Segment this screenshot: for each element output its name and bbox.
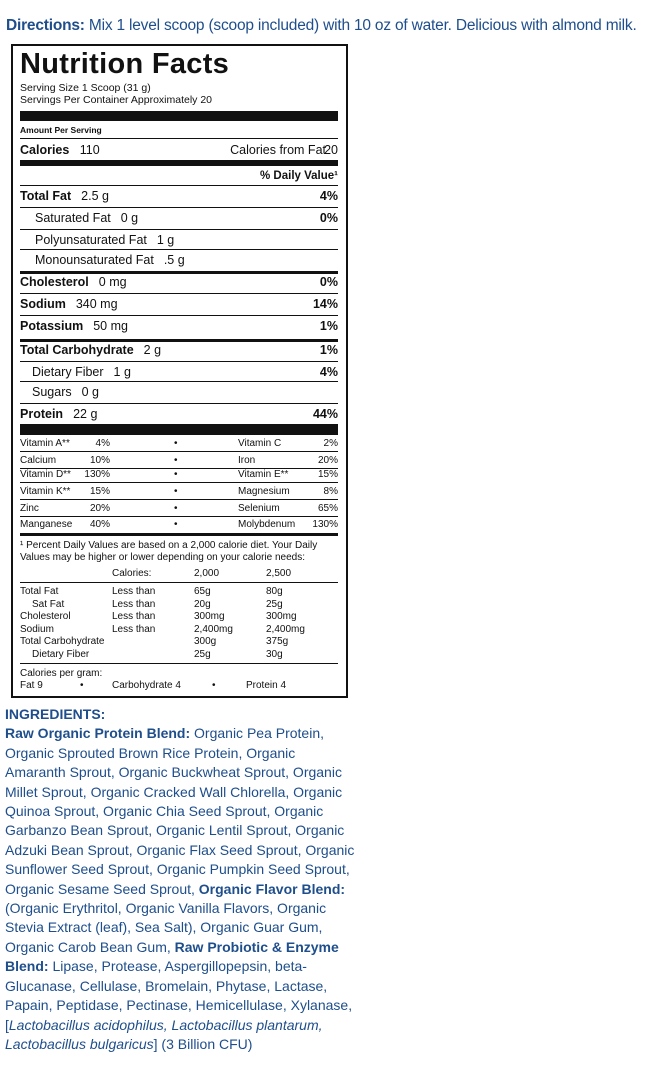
dv-limit: Less than [112, 586, 156, 597]
vitamin-row [20, 486, 338, 498]
nutrient-row [20, 252, 338, 268]
vitamin-value: 65% [317, 503, 338, 514]
dv-calories-label: Calories: [112, 568, 152, 579]
vitamin-value: 40% [89, 519, 110, 530]
vitamin-name: Zinc [20, 503, 39, 514]
dv-2500-value: 25g [266, 598, 283, 610]
vitamin-name: Vitamin A** [20, 438, 70, 449]
divider [20, 293, 338, 294]
vitamin-value: 15% [89, 486, 110, 497]
dv-limit: Less than [112, 623, 156, 635]
dv-nutrient: Sodium [20, 623, 54, 635]
dv-nutrient: Dietary Fiber [32, 649, 90, 660]
vitamin-name: Vitamin K** [20, 486, 71, 497]
nutrient-label: Total Fat [20, 189, 72, 203]
vitamin-value: 15% [317, 469, 338, 480]
vitamin-name: Selenium [238, 503, 280, 514]
divider [20, 516, 338, 517]
divider [20, 249, 338, 250]
vitamin-value: 20% [89, 503, 110, 514]
vitamin-value: 130% [84, 469, 110, 480]
nutrient-row [20, 274, 338, 290]
nutrient-label: Cholesterol [20, 275, 89, 289]
nutrient-row [20, 364, 338, 380]
nutrient-amount: 1 g [156, 233, 175, 247]
nutrient-daily-value: 0% [319, 211, 338, 225]
dv-2500-value: 30g [266, 649, 283, 660]
divider [20, 185, 338, 186]
dv-2500-value: 300mg [266, 611, 297, 623]
nutrient-amount: 2.5 g [81, 189, 109, 203]
nutrient-label: Total Carbohydrate [20, 343, 134, 357]
amount-per-serving: Amount Per Serving [20, 125, 102, 135]
bullet: • [80, 680, 84, 691]
dv-nutrient: Total Carbohydrate [20, 636, 105, 648]
dv-2500-value: 80g [266, 586, 283, 597]
bullet: • [174, 469, 178, 480]
divider [20, 582, 338, 583]
ingredients-block [5, 705, 355, 1054]
dv-table-row [20, 599, 338, 611]
nutrient-daily-value: 14% [312, 297, 338, 311]
nutrient-daily-value: 1% [319, 319, 338, 333]
calories-from-fat-value: 20 [324, 143, 338, 157]
nutrient-label: Dietary Fiber [32, 365, 104, 379]
dv-2000-value: 25g [194, 649, 211, 660]
calories-value: 110 [79, 143, 100, 157]
nutrient-label: Monounsaturated Fat [35, 253, 154, 267]
nutrient-amount: 0 g [120, 211, 139, 225]
dv-table-row [20, 611, 338, 623]
flavor-blend-label: Organic Flavor Blend: [198, 880, 346, 897]
dv-2000-value: 300mg [194, 611, 225, 623]
nutrient-row [20, 318, 338, 334]
dv-table-header [20, 568, 338, 580]
dv-col-2000: 2,000 [194, 568, 220, 579]
protein-blend-text: Organic Pea Protein, Organic Sprouted Brown Rice Protein, Organic Amaranth Sprout, Organic Buckwheat Sprout, Organic Millet Sprout, Organic Cracked Wall Chlorella, Organic Quinoa Sprout, Organic Chia Seed Sprout, Organic Garbanzo Bean Sprout, Organic Lentil Sprout, Organic Adzuki Bean Sprout, Organic Flax Seed Sprout, Organic Sunflower Seed Sprout, Organic Pumpkin Seed Sprout, Organic Sesame Seed Sprout, [5, 725, 355, 897]
flavor-blend-text: (Organic Erythritol, Organic Vanilla Flavors, Organic Stevia Extract (leaf), Sea Salt), Organic Guar Gum, Organic Carob Bean Gum, [5, 900, 327, 955]
dv-col-2500: 2,500 [266, 568, 292, 579]
nutrition-facts-title: Nutrition Facts [20, 48, 230, 80]
ingredients-body [5, 724, 355, 1054]
nutrient-label: Sugars [32, 385, 72, 399]
dv-2000-value: 65g [194, 586, 211, 597]
vitamin-value: 8% [323, 486, 338, 497]
bullet: • [174, 519, 178, 530]
divider [20, 499, 338, 500]
directions-label: Directions: [6, 17, 85, 34]
vitamin-name: Manganese [20, 519, 73, 530]
divider [20, 361, 338, 362]
vitamin-value: 130% [312, 519, 338, 530]
bullet: • [174, 503, 178, 514]
vitamin-name: Iron [238, 455, 256, 466]
bullet: • [212, 680, 216, 691]
nutrient-label: Saturated Fat [35, 211, 111, 225]
vitamin-name: Magnesium [238, 486, 290, 497]
vitamin-name: Calcium [20, 455, 57, 466]
ingredients-heading: INGREDIENTS: [5, 706, 106, 722]
bullet: • [174, 438, 178, 449]
divider [20, 315, 338, 316]
medium-divider [20, 160, 338, 166]
protein-blend-label: Raw Organic Protein Blend: [5, 725, 191, 742]
probiotic-blend-text: Lipase, Protease, Aspergillopepsin, beta-Glucanase, Cellulase, Bromelain, Phytase, Lactase, Papain, Peptidase, Pectinase, Hemicellulase, Xylanase, [ [5, 958, 353, 1033]
nutrient-amount: 2 g [143, 343, 162, 357]
divider [20, 381, 338, 382]
vitamin-row [20, 455, 338, 467]
dv-2000-value: 300g [194, 636, 217, 648]
nutrient-label: Protein [20, 407, 64, 421]
nutrient-row [20, 188, 338, 204]
bullet: • [174, 486, 178, 497]
dv-table-row [20, 649, 338, 661]
daily-value-header: % Daily Value¹ [260, 170, 338, 182]
directions-body: Mix 1 level scoop (scoop included) with 10 oz of water. Delicious with almond milk. [84, 17, 637, 34]
vitamin-value: 10% [89, 455, 110, 466]
vitamin-name: Vitamin E** [238, 469, 289, 480]
nutrient-row [20, 384, 338, 400]
divider [20, 138, 338, 139]
nutrient-row [20, 406, 338, 422]
nutrient-row [20, 342, 338, 358]
vitamin-row [20, 503, 338, 515]
dv-2500-value: 375g [266, 636, 289, 648]
dv-nutrient: Cholesterol [20, 611, 71, 623]
serving-size: Serving Size 1 Scoop (31 g) [20, 82, 151, 94]
nutrient-amount: 0 g [81, 385, 99, 399]
servings-per-container: Servings Per Container Approximately 20 [20, 94, 213, 106]
nutrient-daily-value: 0% [319, 275, 338, 289]
dv-table-row [20, 636, 338, 648]
dv-limit: Less than [112, 611, 156, 623]
vitamin-name: Molybdenum [238, 519, 296, 530]
cpg-fat: Fat 9 [20, 680, 43, 691]
divider [20, 229, 338, 230]
nutrient-daily-value: 1% [319, 343, 338, 357]
probiotic-blend-label: Raw Probiotic & Enzyme Blend: [5, 938, 339, 975]
nutrient-amount: 50 mg [93, 319, 128, 333]
cpg-carbohydrate: Carbohydrate 4 [112, 680, 181, 691]
divider [20, 663, 338, 664]
nutrient-label: Potassium [20, 319, 84, 333]
calories-per-gram-label: Calories per gram: [20, 668, 103, 679]
dv-2000-value: 20g [194, 598, 211, 610]
vitamin-row [20, 469, 338, 481]
dv-nutrient: Total Fat [20, 586, 59, 597]
dv-table-row [20, 586, 338, 598]
calories-label: Calories [20, 143, 70, 157]
vitamin-name: Vitamin D** [20, 469, 71, 480]
nutrient-amount: .5 g [163, 253, 185, 267]
vitamin-value: 4% [95, 438, 110, 449]
calories-from-fat-label: Calories from Fat [230, 143, 326, 157]
nutrient-row [20, 296, 338, 312]
vitamin-row [20, 519, 338, 531]
footnote: ¹ Percent Daily Values are based on a 2,000 calorie diet. Your Daily Values may be higher or lower depending on your calorie needs: [20, 540, 318, 563]
nutrient-daily-value: 44% [312, 407, 338, 421]
cpg-protein: Protein 4 [246, 680, 287, 691]
divider [20, 451, 338, 452]
thick-divider [20, 424, 338, 435]
dv-2000-value: 2,400mg [194, 623, 233, 635]
nutrient-row [20, 232, 338, 248]
thick-divider [20, 111, 338, 121]
nutrient-amount: 1 g [113, 365, 131, 379]
dv-table-row [20, 624, 338, 636]
calories-per-gram-row [20, 680, 338, 692]
calories-row [20, 142, 338, 158]
nutrient-amount: 340 mg [75, 297, 118, 311]
dv-2500-value: 2,400mg [266, 623, 305, 635]
divider [20, 482, 338, 483]
probiotic-cfu: ] (3 Billion CFU) [153, 1035, 253, 1052]
dv-header-row [20, 168, 338, 184]
bullet: • [174, 455, 178, 466]
vitamin-name: Vitamin C [238, 438, 282, 449]
nutrient-amount: 0 mg [98, 275, 127, 289]
vitamin-value: 2% [323, 438, 338, 449]
nutrient-amount: 22 g [73, 407, 98, 421]
nutrient-daily-value: 4% [319, 189, 338, 203]
nutrient-label: Sodium [20, 297, 66, 311]
vitamin-value: 20% [317, 455, 338, 466]
nutrition-facts-panel [11, 44, 348, 698]
dv-limit: Less than [112, 598, 156, 610]
nutrient-daily-value: 4% [319, 365, 338, 379]
probiotic-strains: Lactobacillus acidophilus, Lactobacillus plantarum, Lactobacillus bulgaricus [5, 1016, 323, 1052]
divider [20, 207, 338, 208]
dv-nutrient: Sat Fat [32, 598, 65, 610]
vitamin-row [20, 438, 338, 450]
nutrient-row [20, 210, 338, 226]
directions-text [6, 17, 645, 35]
nutrient-label: Polyunsaturated Fat [35, 233, 147, 247]
divider [20, 403, 338, 404]
medium-divider [20, 533, 338, 536]
